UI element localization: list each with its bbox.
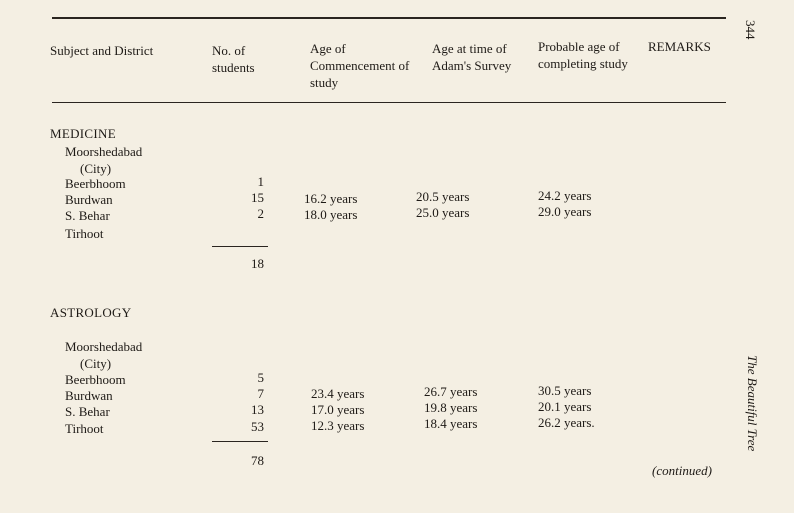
completing-cell: 26.2 years. [538, 415, 595, 430]
commencement-cell: 23.4 years [311, 386, 365, 401]
adam-cell: 26.7 years [424, 384, 478, 399]
district-cell: Tirhoot [65, 226, 104, 241]
district-cell: Beerbhoom [65, 372, 126, 387]
district-cell: (City) [80, 356, 112, 371]
district-cell: Moorshedabad [65, 339, 143, 354]
header-remarks: REMARKS [648, 39, 711, 54]
commencement-cell: 17.0 years [311, 402, 365, 417]
header-subject: Subject and District [50, 43, 154, 58]
students-cell: 5 [257, 370, 264, 385]
district-cell: Tirhoot [65, 421, 104, 436]
completing-cell: 20.1 years [538, 399, 592, 414]
district-cell: (City) [80, 161, 112, 176]
district-cell: Beerbhoom [65, 176, 126, 191]
completing-cell: 24.2 years [538, 188, 592, 203]
section-total: 78 [251, 453, 264, 468]
page-number: 344 [743, 20, 758, 40]
book-title: The Beautiful Tree [745, 355, 760, 452]
header-commencement: Age of Commencement of study [310, 41, 410, 90]
district-cell: Burdwan [65, 388, 113, 403]
students-cell: 53 [251, 419, 264, 434]
students-cell: 2 [257, 206, 264, 221]
district-cell: S. Behar [65, 404, 110, 419]
header-adam-survey: Age at time of Adam's Survey [432, 41, 512, 73]
students-cell: 15 [251, 190, 264, 205]
adam-cell: 18.4 years [424, 416, 478, 431]
district-cell: S. Behar [65, 208, 110, 223]
total-rule [212, 246, 268, 247]
students-cell: 7 [257, 386, 264, 401]
adam-cell: 19.8 years [424, 400, 478, 415]
district-cell: Burdwan [65, 192, 113, 207]
header-completing: Probable age of completing study [538, 39, 628, 71]
completing-cell: 29.0 years [538, 204, 592, 219]
district-cell: Moorshedabad [65, 144, 143, 159]
commencement-cell: 12.3 years [311, 418, 365, 433]
section-title-medicine: MEDICINE [50, 126, 116, 141]
header-students: No. of students [212, 43, 255, 75]
completing-cell: 30.5 years [538, 383, 592, 398]
section-title-astrology: ASTROLOGY [50, 305, 132, 320]
commencement-cell: 18.0 years [304, 207, 358, 222]
students-cell: 13 [251, 402, 264, 417]
students-cell: 1 [257, 174, 264, 189]
adam-cell: 20.5 years [416, 189, 470, 204]
header-rule [52, 102, 726, 103]
adam-cell: 25.0 years [416, 205, 470, 220]
section-total: 18 [251, 256, 264, 271]
continued-note: (continued) [652, 463, 712, 478]
top-rule [52, 17, 726, 19]
commencement-cell: 16.2 years [304, 191, 358, 206]
total-rule [212, 441, 268, 442]
